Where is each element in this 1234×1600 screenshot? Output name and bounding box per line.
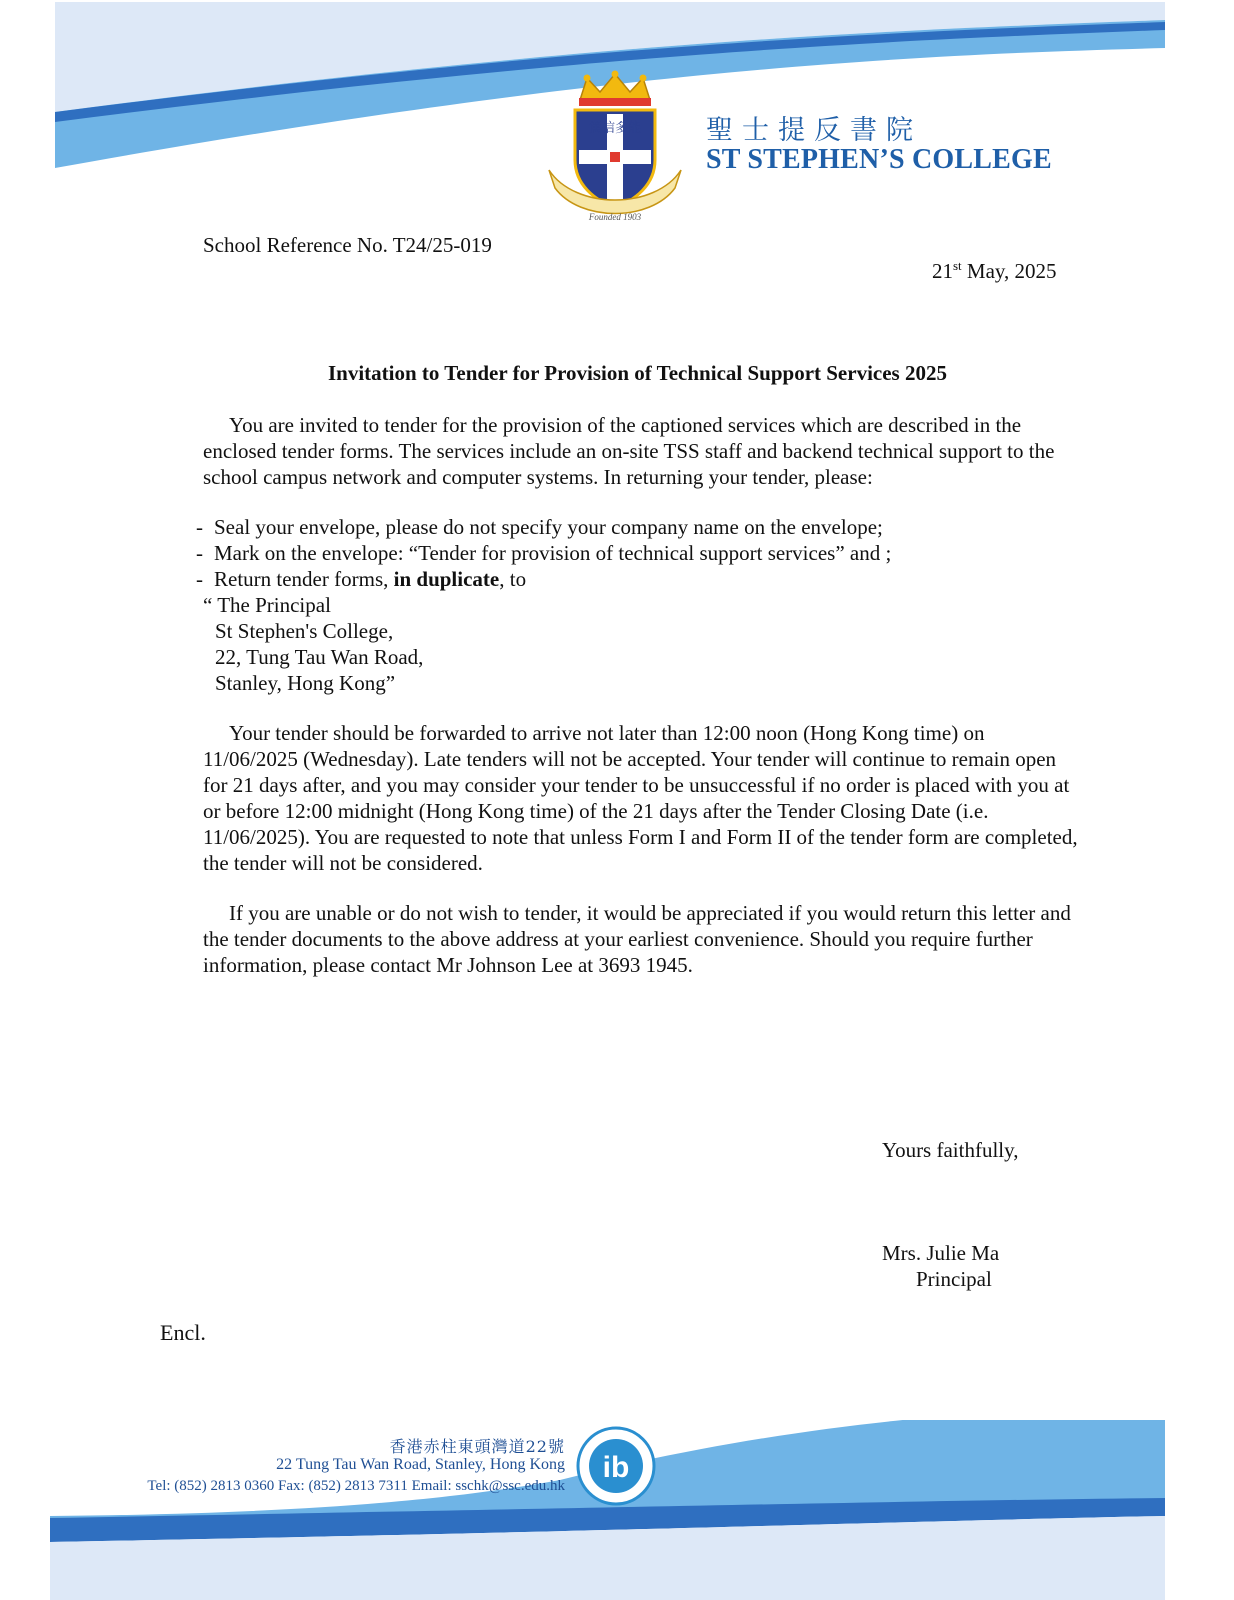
letter-date xyxy=(932,258,1057,284)
signatory-name: Mrs. Julie Ma xyxy=(882,1241,1000,1265)
address-line: “ The Principal xyxy=(203,593,331,617)
ib-text: ib xyxy=(602,1451,630,1484)
date-rest: May, 2025 xyxy=(961,259,1057,283)
date-day: 21 xyxy=(932,259,953,283)
footer-address-chinese: 香港赤柱東頭灣道22號 xyxy=(389,1437,565,1456)
crest-founded: Founded 1903 xyxy=(588,212,642,222)
enclosure-note: Encl. xyxy=(160,1320,206,1345)
school-reference: School Reference No. T24/25-019 xyxy=(203,233,492,257)
instruction-list xyxy=(196,514,891,592)
footer-address-english: 22 Tung Tau Wan Road, Stanley, Hong Kong xyxy=(276,1456,565,1473)
date-suffix: st xyxy=(953,258,962,273)
footer-contact: Tel: (852) 2813 0360 Fax: (852) 2813 7311 Email: sschk@ssc.edu.hk xyxy=(147,1478,565,1494)
college-name-chinese: 聖士提反書院 xyxy=(706,115,922,146)
letter-title: Invitation to Tender for Provision of Technical Support Services 2025 xyxy=(328,361,947,385)
address-line: 22, Tung Tau Wan Road, xyxy=(215,645,424,669)
address-line: St Stephen's College, xyxy=(215,619,394,643)
address-line: Stanley, Hong Kong” xyxy=(215,671,396,695)
list-item: - Return tender forms, in duplicate, to xyxy=(196,567,527,591)
paragraph-deadline xyxy=(203,720,1083,876)
ib-world-school-logo xyxy=(575,1425,657,1507)
list-item: - Mark on the envelope: “Tender for provision of technical support services” and ; xyxy=(196,541,892,565)
college-name-english: ST STEPHEN’S COLLEGE xyxy=(706,144,1052,175)
signatory-title: Principal xyxy=(916,1267,992,1291)
crest-chars: 篤信多能 xyxy=(588,121,642,136)
paragraph-intro-text: You are invited to tender for the provision of the captioned services which are described in the enclosed tender forms. The services include an on-site TSS staff and backend technical support to the school campus network and computer systems. In returning your tender, please: xyxy=(203,413,1055,489)
paragraph-intro xyxy=(203,412,1083,490)
closing-salutation: Yours faithfully, xyxy=(882,1138,1019,1162)
list-item: - Seal your envelope, please do not specify your company name on the envelope; xyxy=(196,515,883,539)
paragraph-contact-text: If you are unable or do not wish to tender, it would be appreciated if you would return this letter and the tender documents to the above address at your earliest convenience. Should you require further information, please contact Mr Johnson Lee at 3693 1945. xyxy=(203,901,1071,977)
paragraph-deadline-text: Your tender should be forwarded to arrive not later than 12:00 noon (Hong Kong time) on 11/06/2025 (Wednesday). Late tenders will not be accepted. Your tender will continue to remain open for 21 days after, and you may consider your tender to be unsuccessful if no order is placed with you at or before 12:00 midnight (Hong Kong time) of the 21 days after the Tender Closing Date (i.e. 11/06/2025). You are requested to note that unless Form I and Form II of the tender form are completed, the tender will not be considered. xyxy=(203,721,1078,875)
return-address xyxy=(203,592,423,696)
paragraph-contact xyxy=(203,900,1083,978)
college-crest-logo xyxy=(545,70,685,230)
